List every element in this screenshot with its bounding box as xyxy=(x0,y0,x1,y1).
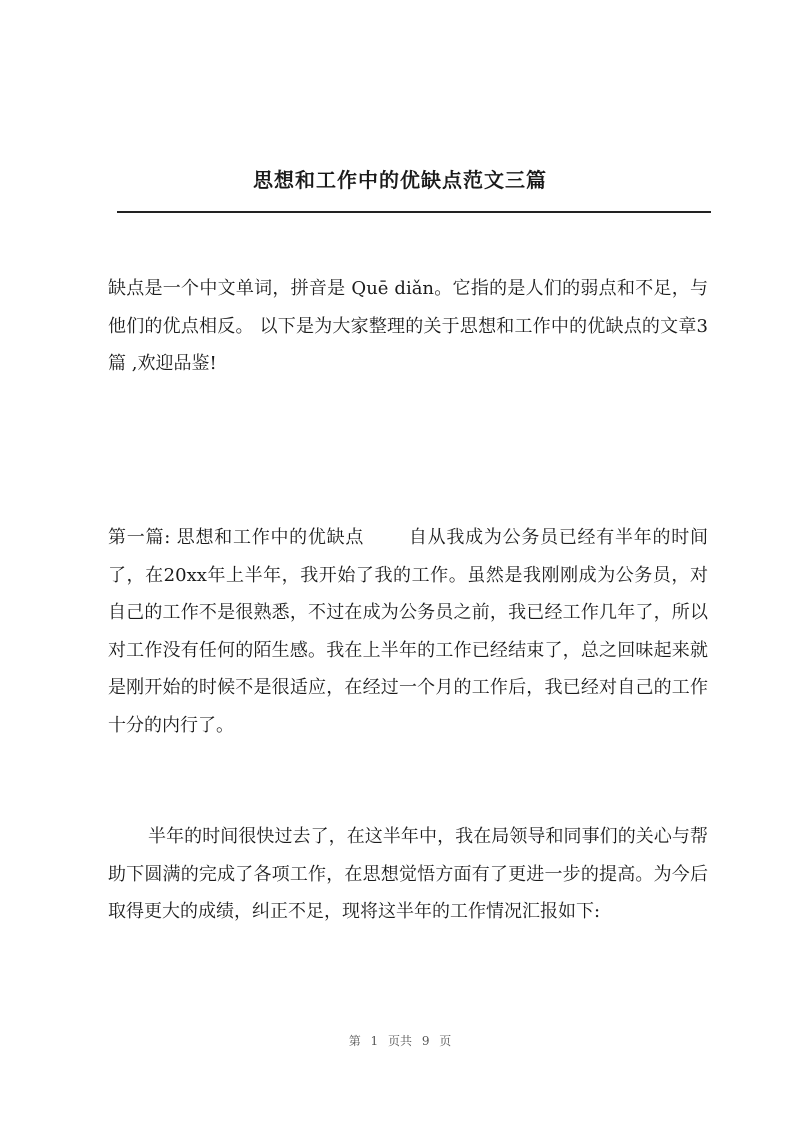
section1-heading: 第一篇: 思想和工作中的优缺点 xyxy=(108,527,365,548)
section1-paragraph1: 自从我成为公务员已经有半年的时间了，在20xx年上半年，我开始了我的工作。虽然是我刚刚成为公务员，对自己的工作不是很熟悉，不过在成为公务员之前，我已经工作几年了，所以对工作没有任何的陌生感。我在上半年的工作已经结束了，总之回味起来就是刚开始的时候不是很适应，在经过一个月的工作后，我已经对自己的工作十分的内行了。 xyxy=(108,527,708,736)
title-underline xyxy=(117,211,711,213)
section1-paragraph2: 半年的时间很快过去了，在这半年中，我在局领导和同事们的关心与帮助下圆满的完成了各项工作，在思想觉悟方面有了更进一步的提高。为今后取得更大的成绩，纠正不足，现将这半年的工作情况汇报如下: xyxy=(108,826,708,922)
document-title: 思想和工作中的优缺点范文三篇 xyxy=(253,168,547,192)
page-number-footer: 第 1 页共 9 页 xyxy=(348,1034,452,1048)
intro-paragraph: 缺点是一个中文单词，拼音是 Quē diǎn。它指的是人们的弱点和不足，与他们的优点相反。 以下是为大家整理的关于思想和工作中的优缺点的文章3篇 ,欢迎品鉴! xyxy=(108,278,708,374)
section1-first-paragraph xyxy=(108,519,708,744)
